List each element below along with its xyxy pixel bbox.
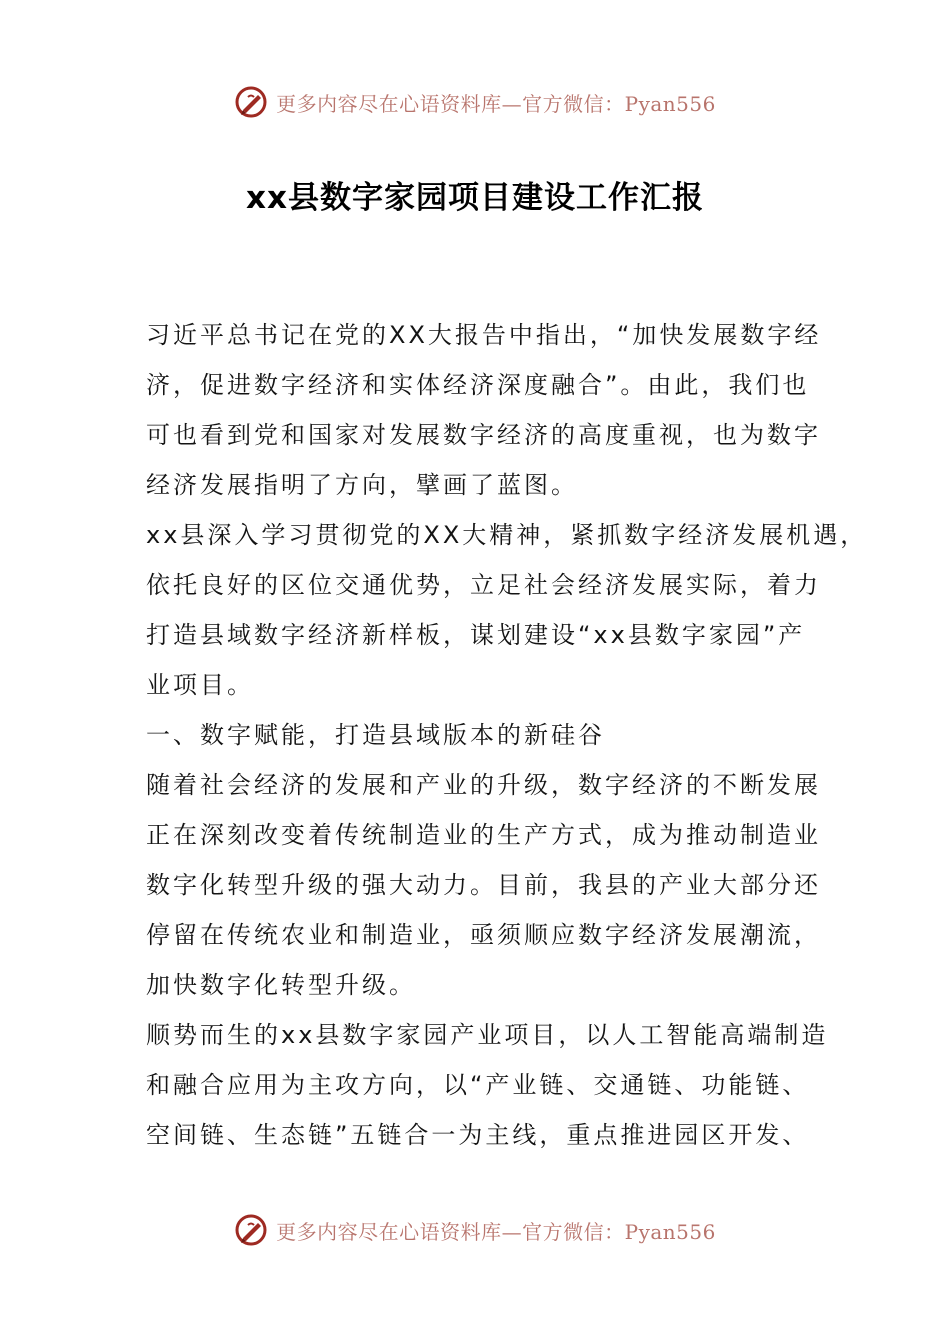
pen-logo-icon — [234, 85, 268, 119]
document-body — [146, 310, 868, 1160]
body-line: 习近平总书记在党的XX大报告中指出，“加快发展数字经 — [146, 321, 822, 349]
header-watermark-text: 更多内容尽在心语资料库—官方微信：Pyan556 — [276, 91, 716, 116]
header-watermark-banner — [0, 82, 950, 122]
body-line: xx县深入学习贯彻党的XX大精神，紧抓数字经济发展机遇， — [146, 521, 868, 549]
body-line: 随着社会经济的发展和产业的升级，数字经济的不断发展 — [146, 771, 821, 799]
body-line: 空间链、生态链”五链合一为主线，重点推进园区开发、 — [146, 1121, 810, 1149]
footer-watermark-text: 更多内容尽在心语资料库—官方微信：Pyan556 — [276, 1219, 716, 1244]
body-line: 依托良好的区位交通优势，立足社会经济发展实际，着力 — [146, 571, 821, 599]
body-line: 正在深刻改变着传统制造业的生产方式，成为推动制造业 — [146, 821, 821, 849]
body-line: 经济发展指明了方向，擘画了蓝图。 — [146, 471, 578, 499]
body-line: 业项目。 — [146, 671, 254, 699]
body-line: 济，促进数字经济和实体经济深度融合”。由此，我们也 — [146, 371, 810, 399]
body-line: 加快数字化转型升级。 — [146, 971, 416, 999]
body-line: 顺势而生的xx县数字家园产业项目，以人工智能高端制造 — [146, 1021, 829, 1049]
footer-watermark-banner — [0, 1210, 950, 1250]
body-line: 打造县域数字经济新样板，谋划建设“xx县数字家园”产 — [146, 621, 806, 649]
body-line: 可也看到党和国家对发展数字经济的高度重视，也为数字 — [146, 421, 821, 449]
body-line: 数字化转型升级的强大动力。目前，我县的产业大部分还 — [146, 871, 821, 899]
pen-logo-icon — [234, 1213, 268, 1247]
body-line: 停留在传统农业和制造业，亟须顺应数字经济发展潮流， — [146, 921, 821, 949]
document-title: xx县数字家园项目建设工作汇报 — [246, 180, 704, 216]
body-line: 和融合应用为主攻方向，以“产业链、交通链、功能链、 — [146, 1071, 810, 1099]
section-heading: 一、数字赋能，打造县域版本的新硅谷 — [146, 721, 605, 749]
